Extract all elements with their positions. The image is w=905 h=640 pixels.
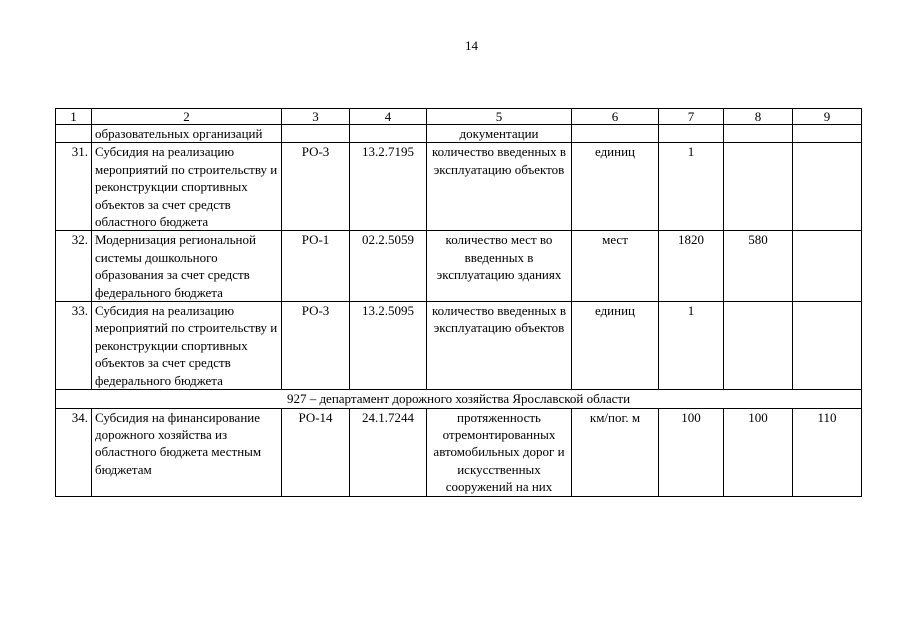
unit-cell: единиц [572, 302, 659, 390]
code-cell: РО-3 [282, 302, 350, 390]
page-number: 14 [465, 38, 478, 53]
kbk-cell: 13.2.5095 [350, 302, 427, 390]
subsidy-name-cell: Субсидия на реализацию мероприятий по строительству и реконструкции спортивных объектов за счет средств областного бюджета [92, 143, 282, 231]
section-title: 927 – департамент дорожного хозяйства Ярославской области [56, 390, 862, 408]
value-cell [793, 143, 862, 231]
table-row [56, 408, 862, 496]
code-cell [282, 125, 350, 143]
row-number-cell: 31. [56, 143, 92, 231]
value-cell: 1 [659, 302, 724, 390]
column-header: 1 [56, 109, 92, 125]
value-cell [659, 125, 724, 143]
code-cell: РО-14 [282, 408, 350, 496]
value-cell: 1820 [659, 231, 724, 302]
column-header: 4 [350, 109, 427, 125]
subsidy-name-cell: Субсидия на реализацию мероприятий по строительству и реконструкции спортивных объектов за счет средств федерального бюджета [92, 302, 282, 390]
column-header: 2 [92, 109, 282, 125]
column-header: 5 [427, 109, 572, 125]
unit-cell: мест [572, 231, 659, 302]
row-number-cell: 32. [56, 231, 92, 302]
value-cell: 1 [659, 143, 724, 231]
table-row [56, 302, 862, 390]
subsidy-name-cell: Субсидия на финансирование дорожного хозяйства из областного бюджета местным бюджетам [92, 408, 282, 496]
value-cell [724, 143, 793, 231]
continuation-row [56, 125, 862, 143]
subsidy-name-cell: образовательных организаций [92, 125, 282, 143]
kbk-cell: 13.2.7195 [350, 143, 427, 231]
value-cell [793, 302, 862, 390]
kbk-cell: 02.2.5059 [350, 231, 427, 302]
column-header: 7 [659, 109, 724, 125]
row-number-cell [56, 125, 92, 143]
kbk-cell: 24.1.7244 [350, 408, 427, 496]
value-cell [724, 125, 793, 143]
indicator-cell: документации [427, 125, 572, 143]
indicator-cell: протяженность отремонтированных автомобильных дорог и искусственных сооружений на них [427, 408, 572, 496]
value-cell [793, 231, 862, 302]
code-cell: РО-3 [282, 143, 350, 231]
table-row [56, 143, 862, 231]
code-cell: РО-1 [282, 231, 350, 302]
unit-cell [572, 125, 659, 143]
indicator-cell: количество введенных в эксплуатацию объектов [427, 302, 572, 390]
value-cell [793, 125, 862, 143]
unit-cell: км/пог. м [572, 408, 659, 496]
section-header-row [56, 390, 862, 408]
row-number-cell: 33. [56, 302, 92, 390]
table-row [56, 231, 862, 302]
subsidy-name-cell: Модернизация региональной системы дошкольного образования за счет средств федерального бюджета [92, 231, 282, 302]
column-header: 6 [572, 109, 659, 125]
indicator-cell: количество мест во введенных в эксплуатацию зданиях [427, 231, 572, 302]
column-header: 8 [724, 109, 793, 125]
column-header: 3 [282, 109, 350, 125]
column-header: 9 [793, 109, 862, 125]
value-cell: 110 [793, 408, 862, 496]
subsidy-table [55, 108, 862, 497]
value-cell: 100 [659, 408, 724, 496]
row-number-cell: 34. [56, 408, 92, 496]
value-cell: 100 [724, 408, 793, 496]
kbk-cell [350, 125, 427, 143]
value-cell: 580 [724, 231, 793, 302]
unit-cell: единиц [572, 143, 659, 231]
indicator-cell: количество введенных в эксплуатацию объектов [427, 143, 572, 231]
column-number-header-row [56, 109, 862, 125]
value-cell [724, 302, 793, 390]
